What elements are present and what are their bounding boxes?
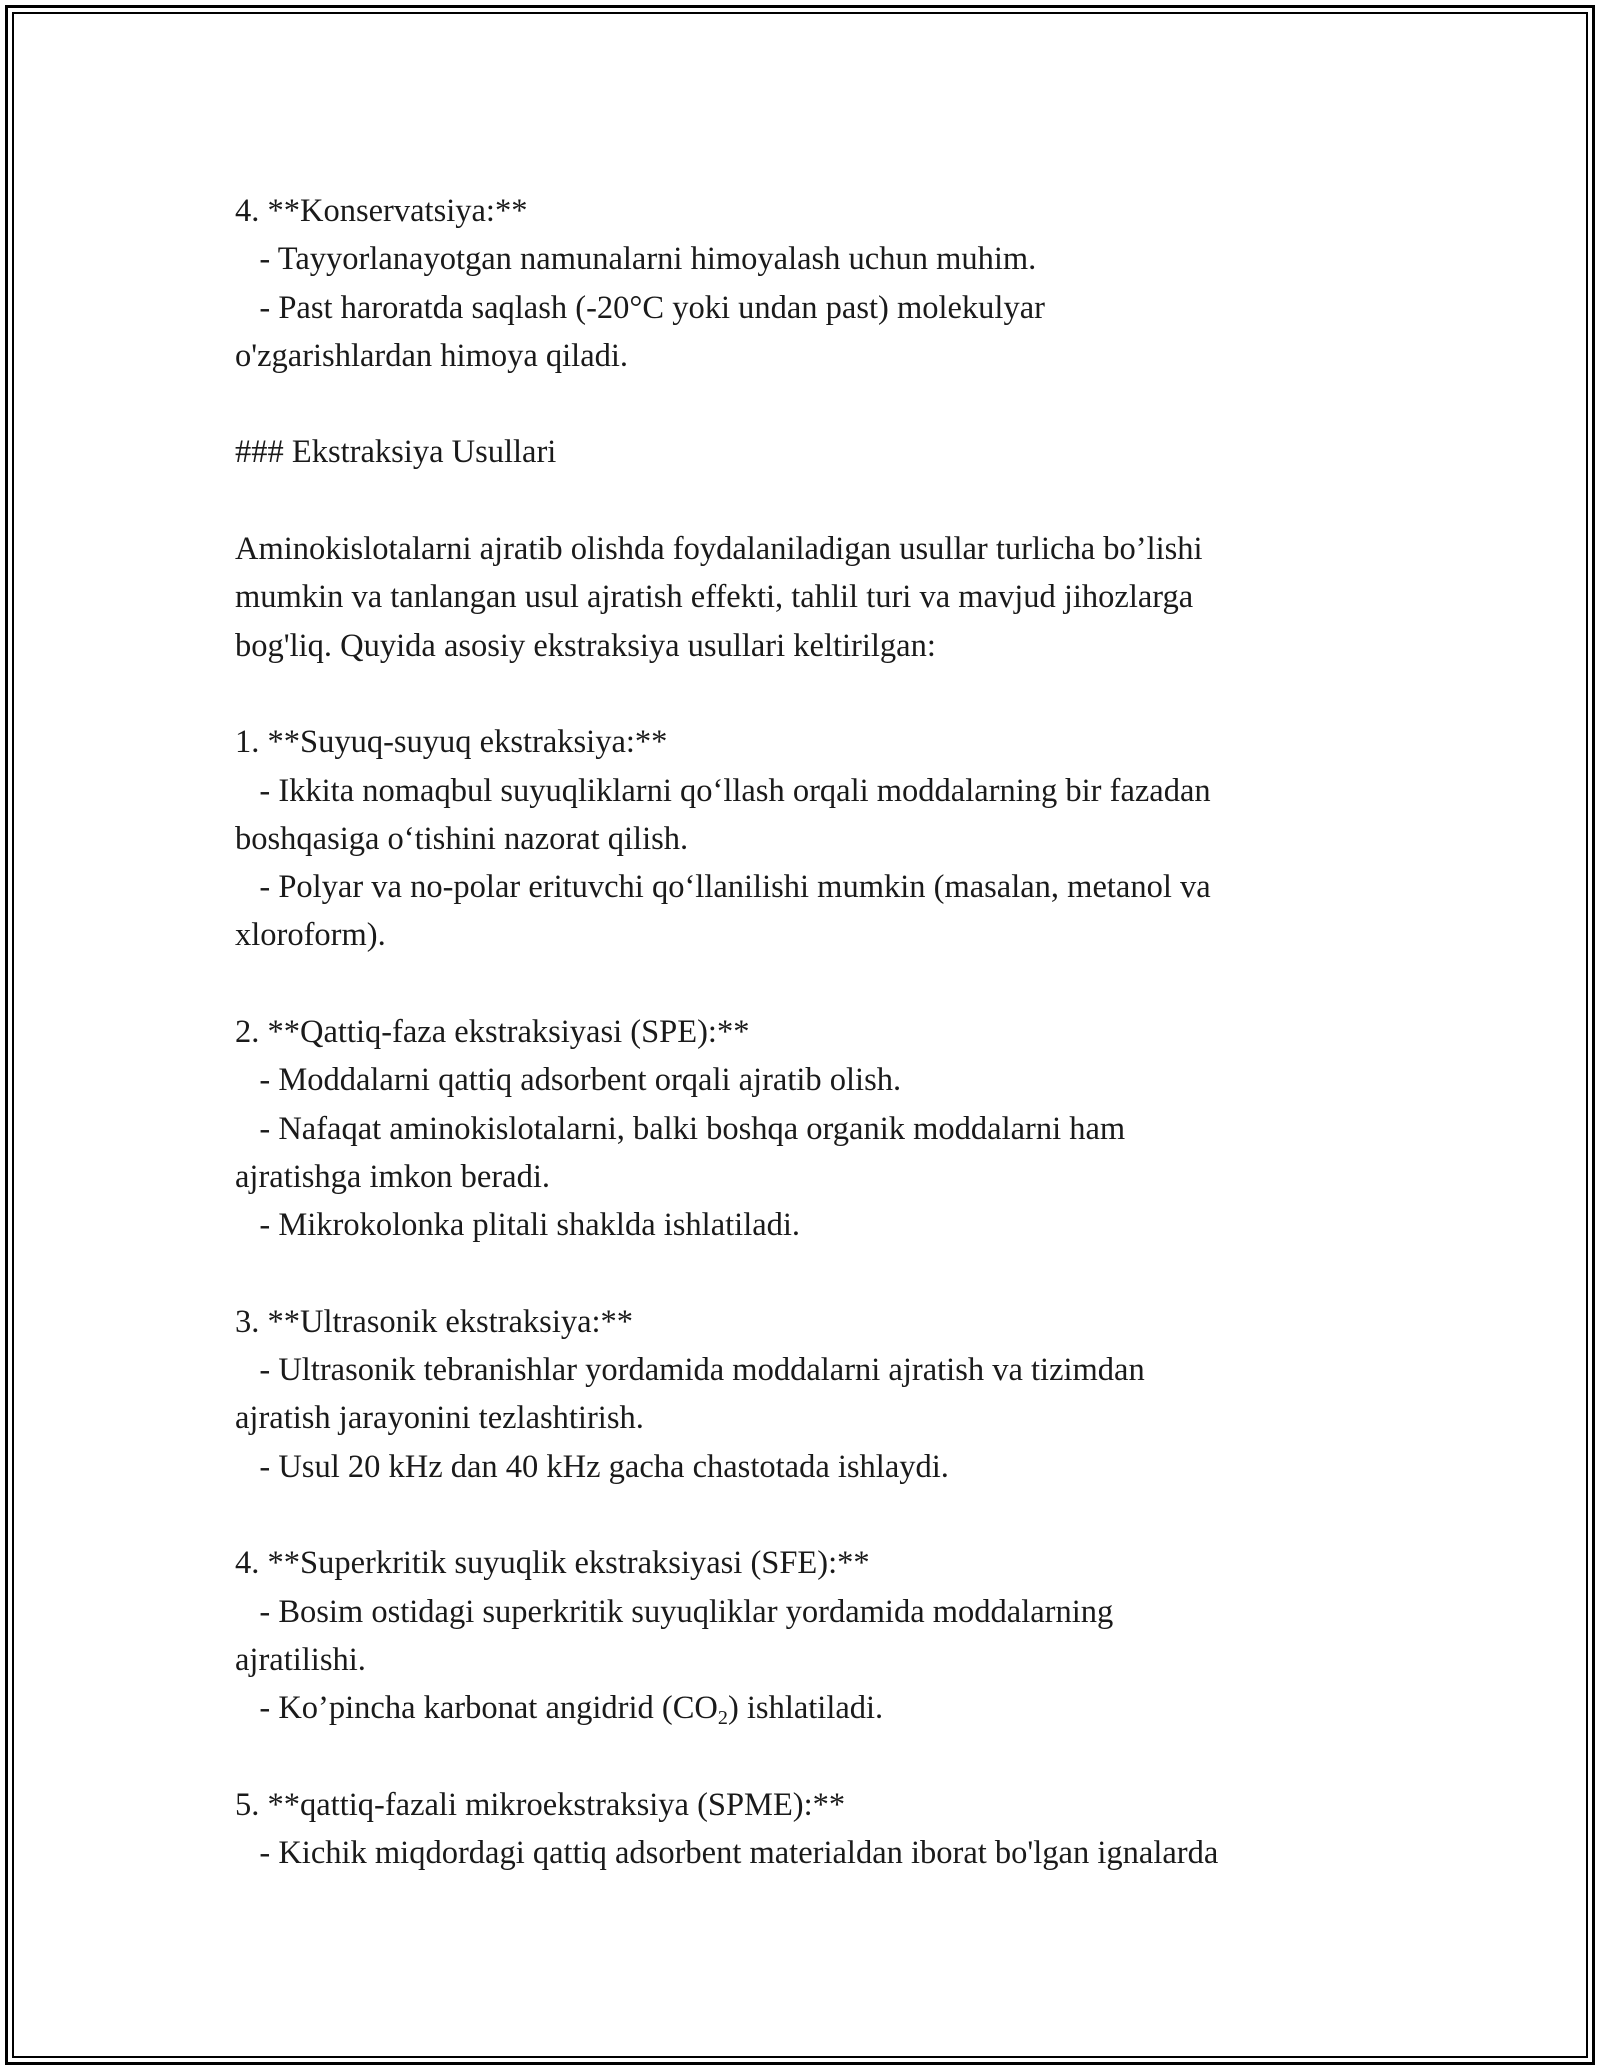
text-line: - Polyar va no-polar erituvchi qo‘llanilishi mumkin (masalan, metanol va (235, 869, 1211, 906)
text-line (235, 380, 1375, 428)
text-line: 4. **Superkritik suyuqlik ekstraksiyasi (SFE):** (235, 1545, 870, 1582)
co2-line-after: ) ishlatiladi. (727, 1690, 884, 1727)
text-line: - Mikrokolonka plitali shaklda ishlatiladi. (235, 1207, 801, 1244)
text-line (235, 1733, 1375, 1781)
text-line: - Past haroratda saqlash (-20°C yoki undan past) molekulyar (235, 289, 1045, 326)
co2-line-before: - Ko’pincha karbonat angidrid (CO (235, 1690, 718, 1727)
text-line: - Kichik miqdordagi qattiq adsorbent materialdan iborat bo'lgan ignalarda (235, 1835, 1219, 1872)
text-line: ajratish jarayonini tezlashtirish. (235, 1400, 644, 1437)
text-lines-bottom (235, 1733, 1375, 1878)
text-line: xloroform). (235, 917, 386, 954)
text-line: - Moddalarni qattiq adsorbent orqali ajratib olish. (235, 1062, 902, 1099)
text-line: o'zgarishlardan himoya qiladi. (235, 337, 629, 374)
co2-subscript: 2 (717, 1707, 728, 1730)
text-line: - Bosim ostidagi superkritik suyuqliklar yordamida moddalarning (235, 1593, 1114, 1630)
co2-line (235, 1684, 1375, 1732)
section-heading: ### Ekstraksiya Usullari (235, 434, 557, 471)
text-line: bog'liq. Quyida asosiy ekstraksiya usullari keltirilgan: (235, 627, 936, 664)
document-body (235, 187, 1375, 1877)
text-line: - Ikkita nomaqbul suyuqliklarni qo‘llash orqali moddalarning bir fazadan (235, 772, 1211, 809)
text-line: - Nafaqat aminokislotalarni, balki boshqa organik moddalarni ham (235, 1110, 1126, 1147)
text-line: - Usul 20 kHz dan 40 kHz gacha chastotada ishlaydi. (235, 1448, 949, 1485)
text-line (235, 1491, 1375, 1539)
text-line: 2. **Qattiq-faza ekstraksiyasi (SPE):** (235, 1014, 750, 1051)
text-lines-top (235, 187, 1375, 1684)
text-line: Aminokislotalarni ajratib olishda foydalaniladigan usullar turlicha bo’lishi (235, 531, 1203, 568)
text-line: - Ultrasonik tebranishlar yordamida moddalarni ajratish va tizimdan (235, 1352, 1145, 1389)
text-line: ajratishga imkon beradi. (235, 1158, 550, 1195)
text-line: 1. **Suyuq-suyuq ekstraksiya:** (235, 724, 668, 761)
text-line (235, 477, 1375, 525)
text-line (235, 670, 1375, 718)
text-line: mumkin va tanlangan usul ajratish effekti, tahlil turi va mavjud jihozlarga (235, 579, 1194, 616)
text-line (235, 1250, 1375, 1298)
text-line: 3. **Ultrasonik ekstraksiya:** (235, 1303, 634, 1340)
text-line: boshqasiga o‘tishini nazorat qilish. (235, 820, 689, 857)
text-line: ajratilishi. (235, 1641, 366, 1678)
text-line: 4. **Konservatsiya:** (235, 193, 528, 229)
text-line: - Tayyorlanayotgan namunalarni himoyalash uchun muhim. (235, 241, 1037, 278)
text-line (235, 960, 1375, 1008)
text-line: 5. **qattiq-fazali mikroekstraksiya (SPME):** (235, 1786, 846, 1823)
